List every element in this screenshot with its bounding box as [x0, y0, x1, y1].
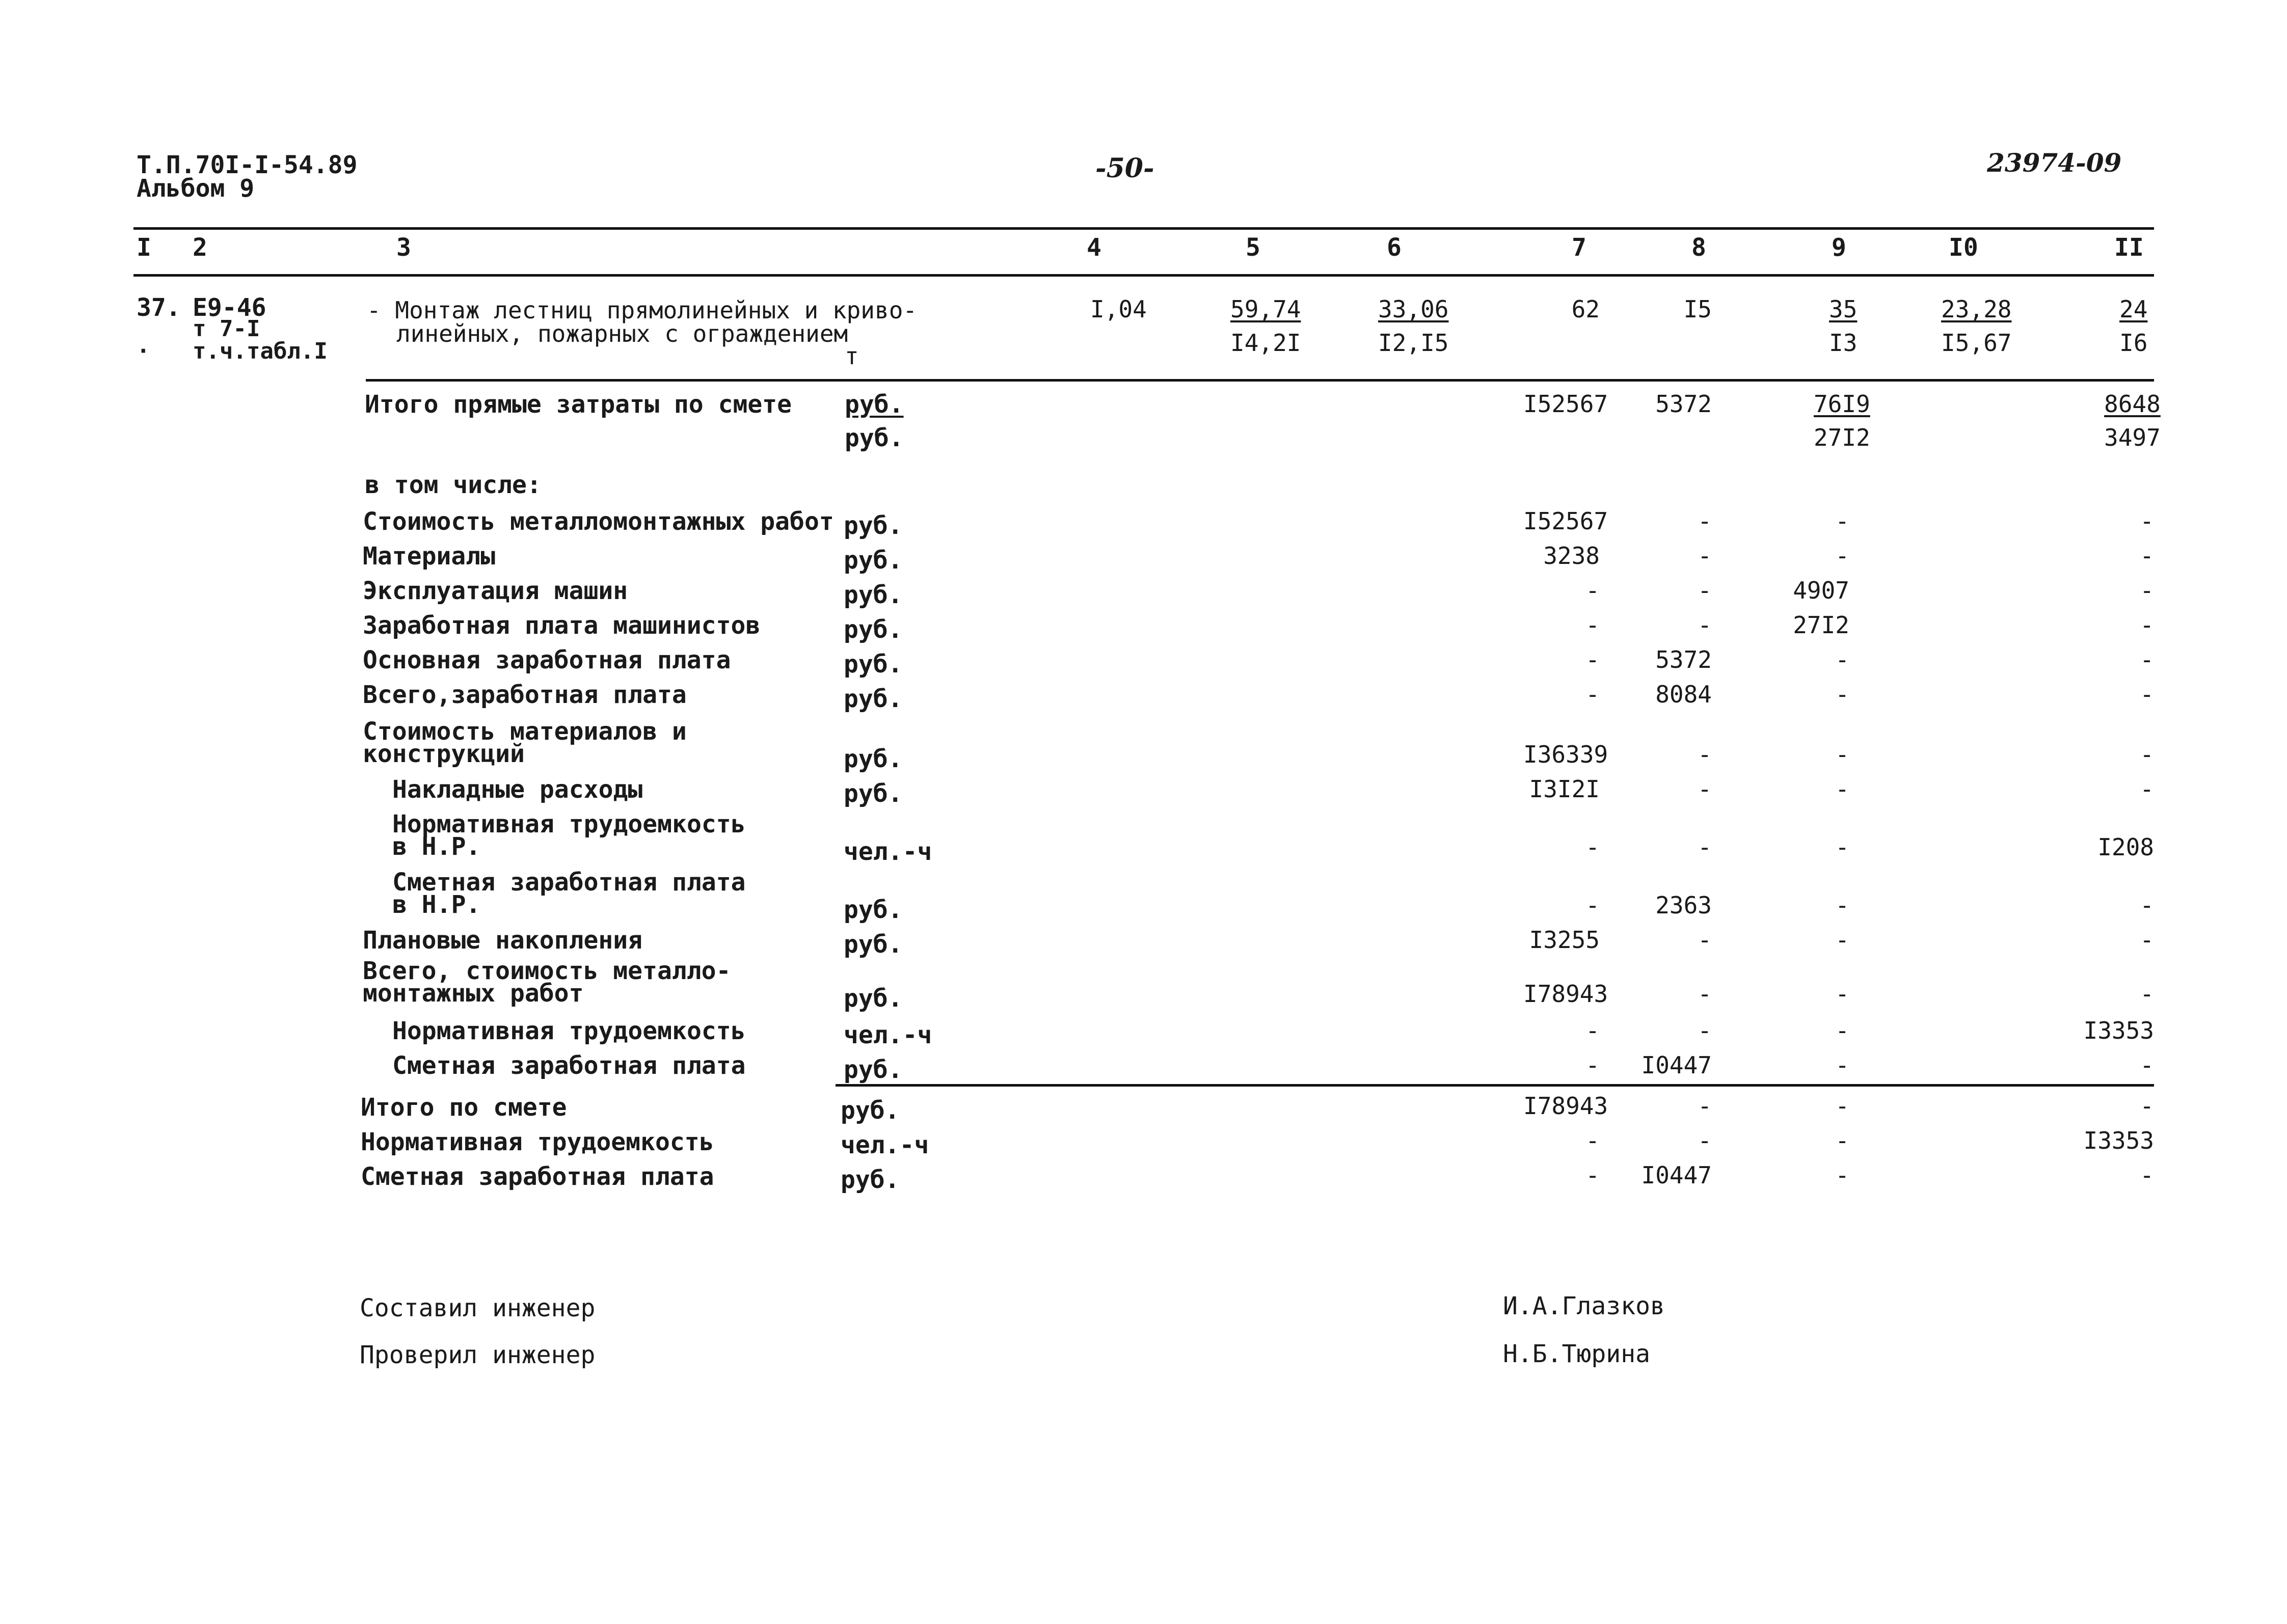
row-col7: - — [1585, 611, 1600, 639]
row-unit: руб. — [844, 779, 903, 808]
totals-label: Итого по смете — [361, 1093, 567, 1122]
item-col6-bottom: I2,I5 — [1378, 329, 1449, 357]
row-col9: - — [1835, 926, 1849, 954]
row-col11: - — [2140, 542, 2154, 570]
totals-label: Нормативная трудоемкость — [361, 1128, 714, 1156]
row-col8: 8084 — [1655, 681, 1712, 708]
row-col11: - — [2140, 775, 2154, 803]
row-label: Стоимость металломонтажных работ — [363, 507, 834, 536]
row-col7: I3255 — [1529, 926, 1600, 954]
signature-role-checked: Проверил инженер — [360, 1341, 596, 1369]
item-bullet: · — [137, 338, 150, 364]
album-label: Альбом 9 — [137, 174, 255, 203]
totals-col7: - — [1585, 1161, 1600, 1189]
totals-col7: I78943 — [1523, 1092, 1608, 1120]
item-col9-bottom: I3 — [1829, 329, 1858, 357]
item-col10-bottom: I5,67 — [1941, 329, 2012, 357]
item-col11-bottom: I6 — [2119, 329, 2148, 357]
row-col7: - — [1585, 1017, 1600, 1044]
row-col9: - — [1835, 1017, 1849, 1044]
row-unit: чел.-ч — [844, 837, 932, 866]
row-col11: - — [2140, 611, 2154, 639]
signature-name-compiled: И.А.Глазков — [1503, 1292, 1665, 1320]
item-col9-top: 35 — [1829, 295, 1858, 323]
row-label: Плановые накопления — [363, 926, 643, 955]
row-col8: I0447 — [1641, 1051, 1712, 1079]
row-unit: руб. — [844, 581, 903, 609]
document-code: Т.П.70I-I-54.89 — [137, 151, 358, 179]
row-col7: - — [1585, 681, 1600, 708]
item-unit: т — [845, 342, 859, 370]
direct-costs-unit-1: руб. — [845, 390, 904, 419]
row-col11: I208 — [2097, 833, 2154, 861]
row-label: Материалы — [363, 542, 496, 571]
col-num-9: 9 — [1832, 233, 1846, 262]
row-col9: - — [1835, 775, 1849, 803]
direct-costs-label: Итого прямые затраты по смете — [365, 390, 792, 419]
row-col9: - — [1835, 507, 1849, 535]
row-unit: руб. — [844, 685, 903, 713]
item-col7: 62 — [1571, 295, 1600, 323]
item-table-ref: т 7-I — [193, 316, 260, 342]
row-col8: 5372 — [1655, 646, 1712, 673]
col-num-11: II — [2114, 233, 2144, 262]
totals-col8: - — [1698, 1127, 1712, 1154]
page-number: -50- — [1095, 153, 1154, 184]
header-top-rule — [133, 227, 2154, 230]
row-col8: - — [1698, 507, 1712, 535]
row-col8: - — [1698, 577, 1712, 604]
totals-top-rule — [836, 1084, 2154, 1087]
item-col11-top: 24 — [2119, 295, 2148, 323]
item-description-line2: линейных, пожарных с ограждением — [396, 320, 848, 347]
row-label: Заработная плата машинистов — [363, 611, 761, 640]
row-col8: - — [1698, 926, 1712, 954]
row-col7: - — [1585, 1051, 1600, 1079]
totals-col8: I0447 — [1641, 1161, 1712, 1189]
row-col8: - — [1698, 542, 1712, 570]
row-col11: - — [2140, 980, 2154, 1008]
item-number: 37. — [137, 293, 181, 322]
row-unit: руб. — [844, 615, 903, 644]
item-description-line1: - Монтаж лестниц прямолинейных и криво- — [367, 296, 918, 324]
header-bottom-rule — [133, 274, 2154, 277]
row-label-continued: монтажных работ — [363, 979, 584, 1008]
totals-col11: - — [2140, 1092, 2154, 1120]
direct-costs-col8: 5372 — [1655, 390, 1712, 418]
row-col7: - — [1585, 891, 1600, 919]
row-unit: руб. — [844, 984, 903, 1013]
row-col7: I52567 — [1523, 507, 1608, 535]
row-label: Нормативная трудоемкость — [392, 810, 746, 838]
row-label-continued: конструкций — [363, 740, 525, 768]
row-label: Сметная заработная плата — [392, 868, 746, 897]
totals-col9: - — [1835, 1092, 1849, 1120]
row-label: Основная заработная плата — [363, 646, 731, 674]
row-col8: - — [1698, 741, 1712, 768]
col-num-2: 2 — [193, 233, 207, 262]
row-label-continued: в Н.Р. — [392, 832, 481, 861]
col-num-1: I — [137, 233, 151, 262]
signature-name-checked: Н.Б.Тюрина — [1503, 1340, 1650, 1368]
row-col9: - — [1835, 646, 1849, 673]
row-unit: руб. — [844, 546, 903, 575]
row-col7: - — [1585, 577, 1600, 604]
row-col11: - — [2140, 741, 2154, 768]
row-col7: I78943 — [1523, 980, 1608, 1008]
col-num-5: 5 — [1246, 233, 1260, 262]
row-label: Всего, стоимость металло- — [363, 957, 731, 985]
row-col9: - — [1835, 542, 1849, 570]
col-num-4: 4 — [1087, 233, 1101, 262]
row-col7: I3I2I — [1529, 775, 1600, 803]
row-col8: 2363 — [1655, 891, 1712, 919]
signature-role-compiled: Составил инженер — [360, 1294, 596, 1322]
row-col7: - — [1585, 833, 1600, 861]
row-label: Эксплуатация машин — [363, 577, 628, 605]
row-col9: - — [1835, 980, 1849, 1008]
row-col11: - — [2140, 1051, 2154, 1079]
item-part-ref: т.ч.табл.I — [193, 338, 328, 364]
totals-unit: руб. — [841, 1096, 900, 1125]
totals-col7: - — [1585, 1127, 1600, 1154]
totals-col11: - — [2140, 1161, 2154, 1189]
direct-costs-col7: I52567 — [1523, 390, 1608, 418]
row-label-continued: в Н.Р. — [392, 890, 481, 919]
row-col8: - — [1698, 980, 1712, 1008]
row-col7: 3238 — [1543, 542, 1600, 570]
col-num-6: 6 — [1387, 233, 1402, 262]
row-label: Стоимость материалов и — [363, 717, 687, 746]
row-col7: I36339 — [1523, 741, 1608, 768]
row-col11: - — [2140, 891, 2154, 919]
row-col11: - — [2140, 681, 2154, 708]
row-col8: - — [1698, 1017, 1712, 1044]
col-num-3: 3 — [396, 233, 411, 262]
row-label: Накладные расходы — [392, 775, 643, 804]
row-label: Нормативная трудоемкость — [392, 1017, 746, 1045]
row-col7: - — [1585, 646, 1600, 673]
row-col11: - — [2140, 646, 2154, 673]
totals-label: Сметная заработная плата — [361, 1162, 714, 1191]
including-label: в том числе: — [365, 471, 542, 499]
row-unit: руб. — [844, 896, 903, 924]
totals-unit: чел.-ч — [841, 1131, 929, 1159]
row-col9: 4907 — [1793, 577, 1849, 604]
row-unit: чел.-ч — [844, 1021, 932, 1049]
row-unit: руб. — [844, 930, 903, 959]
row-col11: - — [2140, 926, 2154, 954]
direct-costs-col9-top: 76I9 — [1814, 390, 1870, 418]
item-col5-bottom: I4,2I — [1230, 329, 1301, 357]
row-unit: руб. — [844, 745, 903, 773]
item-col8: I5 — [1683, 295, 1712, 323]
totals-unit: руб. — [841, 1166, 900, 1194]
row-col11: - — [2140, 507, 2154, 535]
totals-col8: - — [1698, 1092, 1712, 1120]
row-label: Всего,заработная плата — [363, 681, 687, 709]
row-col8: - — [1698, 833, 1712, 861]
col-num-10: I0 — [1949, 233, 1978, 262]
col-num-8: 8 — [1691, 233, 1706, 262]
direct-costs-col11-top: 8648 — [2104, 390, 2161, 418]
direct-costs-col9-bottom: 27I2 — [1814, 424, 1870, 451]
row-unit: руб. — [844, 1055, 903, 1084]
item-col6-top: 33,06 — [1378, 295, 1449, 323]
direct-costs-col11-bottom: 3497 — [2104, 424, 2161, 451]
row-col9: - — [1835, 741, 1849, 768]
row-col8: - — [1698, 611, 1712, 639]
row-unit: руб. — [844, 650, 903, 679]
row-label: Сметная заработная плата — [392, 1051, 746, 1080]
row-col9: 27I2 — [1793, 611, 1849, 639]
totals-col9: - — [1835, 1161, 1849, 1189]
item-bottom-rule — [366, 379, 2154, 382]
totals-col9: - — [1835, 1127, 1849, 1154]
row-col9: - — [1835, 891, 1849, 919]
item-code: Е9-46 — [193, 293, 266, 322]
item-col4: I,04 — [1090, 295, 1147, 323]
row-col11: I3353 — [2083, 1017, 2154, 1044]
totals-col11: I3353 — [2083, 1127, 2154, 1154]
row-col9: - — [1835, 833, 1849, 861]
col-num-7: 7 — [1572, 233, 1586, 262]
item-col5-top: 59,74 — [1230, 295, 1301, 323]
document-number: 23974-09 — [1987, 148, 2122, 178]
row-col9: - — [1835, 1051, 1849, 1079]
row-unit: руб. — [844, 511, 903, 540]
item-col10-top: 23,28 — [1941, 295, 2012, 323]
direct-costs-unit-2: руб. — [845, 424, 904, 452]
row-col8: - — [1698, 775, 1712, 803]
row-col11: - — [2140, 577, 2154, 604]
row-col9: - — [1835, 681, 1849, 708]
